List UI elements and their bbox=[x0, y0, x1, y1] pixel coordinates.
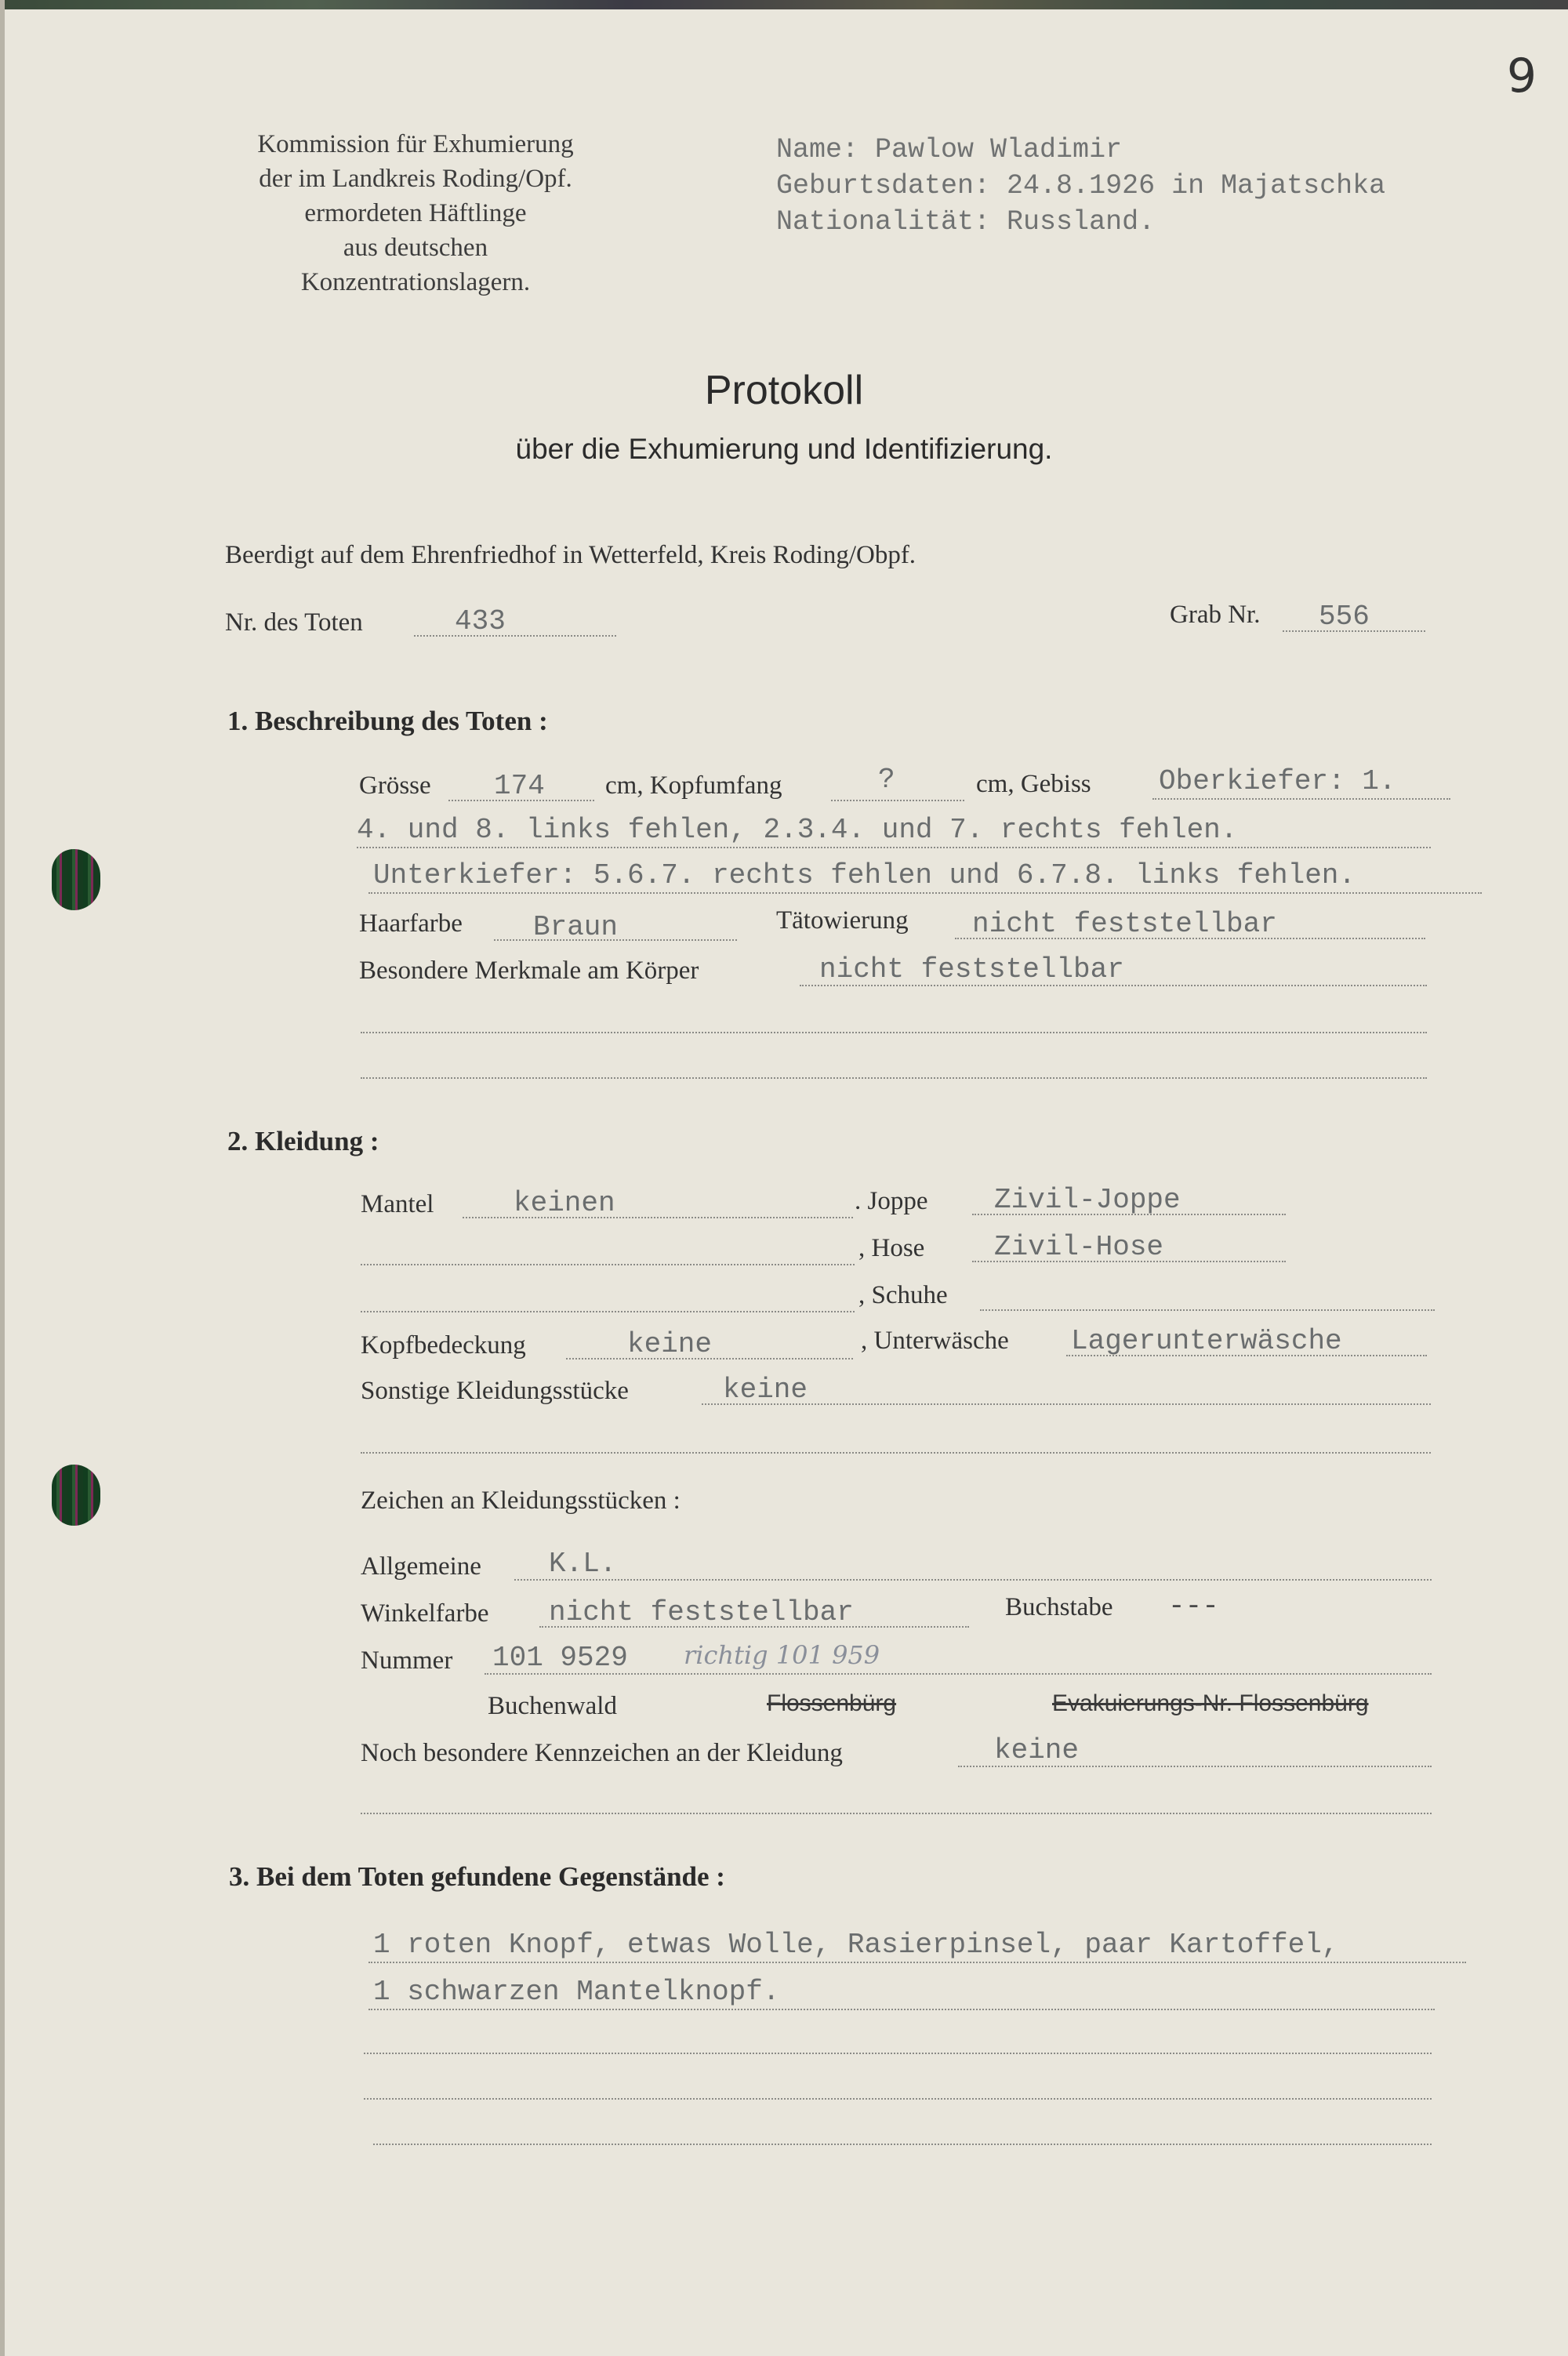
punch-hole-lower bbox=[52, 1465, 100, 1526]
other-value: keine bbox=[723, 1374, 808, 1406]
items-dots-2 bbox=[368, 2009, 1435, 2010]
items-line2: 1 schwarzen Mantelknopf. bbox=[373, 1976, 780, 2008]
camp-evacuation-no: Evakuierungs-Nr. Flossenbürg bbox=[1052, 1690, 1369, 1716]
blank-line-1 bbox=[361, 1032, 1427, 1033]
number-handwritten-note: richtig 101 959 bbox=[684, 1640, 880, 1670]
angle-value: nicht feststellbar bbox=[549, 1596, 854, 1628]
hat-label: Kopfbedeckung bbox=[361, 1331, 526, 1360]
items-dots-5 bbox=[373, 2144, 1432, 2145]
dead-no-value: 433 bbox=[455, 605, 506, 637]
jacket-value: Zivil-Joppe bbox=[994, 1184, 1181, 1216]
other-label: Sonstige Kleidungsstücke bbox=[361, 1377, 629, 1405]
marks-heading: Zeichen an Kleidungsstücken : bbox=[361, 1487, 681, 1515]
teeth-dots-1 bbox=[1152, 798, 1450, 800]
teeth-dots-2 bbox=[357, 847, 1431, 848]
shoes-dots bbox=[980, 1309, 1435, 1311]
grave-no-value: 556 bbox=[1319, 601, 1370, 633]
tattoo-label: Tätowierung bbox=[776, 906, 909, 935]
person-nationality: Nationalität: Russland. bbox=[776, 206, 1156, 238]
coat-value: keinen bbox=[514, 1187, 615, 1219]
grave-no-label: Grab Nr. bbox=[1170, 601, 1261, 629]
general-value: K.L. bbox=[549, 1548, 617, 1580]
cm-teeth-label: cm, Gebiss bbox=[976, 770, 1091, 798]
items-dots-1 bbox=[368, 1962, 1466, 1963]
hair-value: Braun bbox=[533, 911, 619, 943]
section3-heading: 3. Bei dem Toten gefundene Gegenstände : bbox=[229, 1861, 725, 1892]
number-label: Nummer bbox=[361, 1646, 453, 1675]
hair-label: Haarfarbe bbox=[359, 909, 463, 938]
document-title: Protokoll bbox=[704, 368, 864, 413]
blank-line-2 bbox=[361, 1077, 1427, 1079]
punch-hole-upper bbox=[52, 849, 100, 910]
teeth-line2: 4. und 8. links fehlen, 2.3.4. und 7. rechts fehlen. bbox=[357, 814, 1238, 846]
teeth-line3: Unterkiefer: 5.6.7. rechts fehlen und 6.7.8. links fehlen. bbox=[373, 859, 1356, 891]
blank-line-3 bbox=[361, 1452, 1431, 1454]
coat-label: Mantel bbox=[361, 1190, 434, 1218]
tattoo-value: nicht feststellbar bbox=[972, 908, 1277, 940]
commission-line: ermordeten Häftlinge bbox=[304, 199, 527, 227]
document-subtitle: über die Exhumierung und Identifizierung. bbox=[515, 433, 1053, 465]
head-value: ? bbox=[878, 764, 895, 796]
section1-heading: 1. Beschreibung des Toten : bbox=[227, 706, 548, 736]
general-dots bbox=[514, 1579, 1432, 1581]
height-value: 174 bbox=[494, 770, 545, 802]
trousers-value: Zivil-Hose bbox=[994, 1231, 1164, 1263]
camp-flossenburg: Flossenbürg bbox=[767, 1690, 897, 1716]
height-label: Grösse bbox=[359, 771, 431, 800]
coat-dots-2 bbox=[361, 1264, 855, 1265]
head-dots bbox=[831, 800, 964, 801]
commission-line: aus deutschen Konzentrationslagern. bbox=[300, 234, 531, 296]
person-block bbox=[776, 132, 1385, 240]
items-line1: 1 roten Knopf, etwas Wolle, Rasierpinsel, paar Kartoffel, bbox=[373, 1929, 1339, 1961]
commission-block bbox=[251, 127, 580, 299]
jacket-label: . Joppe bbox=[855, 1187, 928, 1215]
items-dots-3 bbox=[364, 2053, 1432, 2054]
section2-heading: 2. Kleidung : bbox=[227, 1126, 379, 1156]
commission-line: der im Landkreis Roding/Opf. bbox=[259, 165, 572, 193]
letter-value: --- bbox=[1168, 1590, 1219, 1622]
cm-head-label: cm, Kopfumfang bbox=[605, 771, 782, 800]
items-dots-4 bbox=[364, 2098, 1432, 2100]
person-birth: Geburtsdaten: 24.8.1926 in Majatschka bbox=[776, 170, 1386, 201]
dead-no-label: Nr. des Toten bbox=[225, 608, 363, 637]
marks-label: Besondere Merkmale am Körper bbox=[359, 957, 699, 985]
letter-label: Buchstabe bbox=[1005, 1593, 1113, 1621]
number-value: 101 9529 bbox=[492, 1642, 628, 1674]
commission-line: Kommission für Exhumierung bbox=[257, 130, 574, 158]
extra-value: keine bbox=[994, 1734, 1080, 1766]
angle-label: Winkelfarbe bbox=[361, 1599, 489, 1628]
page-number: 9 bbox=[1506, 49, 1537, 103]
hat-value: keine bbox=[627, 1328, 713, 1360]
camp-buchenwald: Buchenwald bbox=[488, 1692, 617, 1720]
burial-line: Beerdigt auf dem Ehrenfriedhof in Wetterfeld, Kreis Roding/Obpf. bbox=[225, 541, 916, 569]
person-name: Name: Pawlow Wladimir bbox=[776, 134, 1123, 165]
blank-line-4 bbox=[361, 1813, 1432, 1814]
teeth-line1: Oberkiefer: 1. bbox=[1159, 765, 1396, 797]
trousers-label: , Hose bbox=[858, 1234, 925, 1262]
top-scan-strip bbox=[0, 0, 1568, 9]
other-dots bbox=[702, 1403, 1431, 1405]
page-edge bbox=[0, 0, 5, 2356]
coat-dots-3 bbox=[361, 1311, 855, 1312]
general-label: Allgemeine bbox=[361, 1552, 481, 1581]
marks-value: nicht feststellbar bbox=[819, 953, 1124, 986]
dead-no-dots bbox=[414, 635, 616, 637]
teeth-dots-3 bbox=[368, 892, 1482, 894]
underwear-value: Lagerunterwäsche bbox=[1071, 1325, 1342, 1357]
extra-label: Noch besondere Kennzeichen an der Kleidung bbox=[361, 1739, 843, 1767]
shoes-label: , Schuhe bbox=[858, 1281, 948, 1309]
underwear-label: , Unterwäsche bbox=[861, 1327, 1009, 1355]
